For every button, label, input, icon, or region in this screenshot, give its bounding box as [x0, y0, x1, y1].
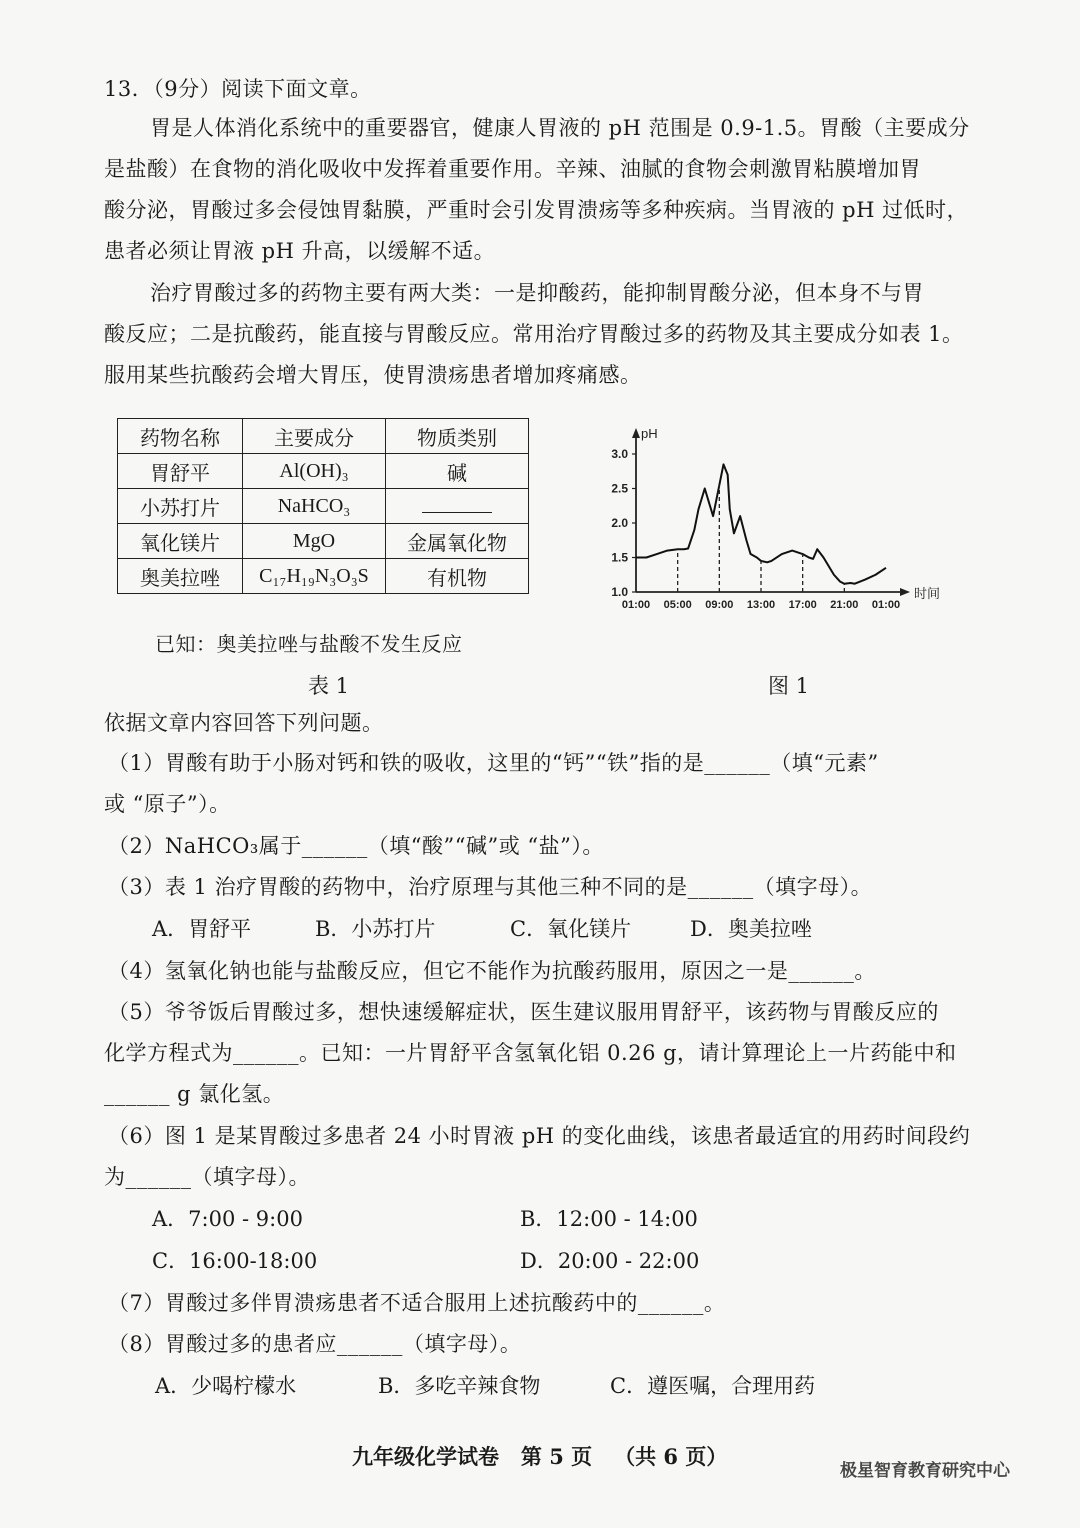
watermark: 极星智育教育研究中心	[840, 1461, 1010, 1481]
q3-line: （3）表 1 治疗胃酸的药物中，治疗原理与其他三种不同的是______（填字母）。	[108, 875, 873, 899]
q8-option: A．少喝柠檬水	[155, 1374, 297, 1398]
question-header: 13．（9分）阅读下面文章。	[104, 77, 372, 101]
q8-option: B．多吃辛辣食物	[378, 1374, 541, 1398]
y-tick-label: 1.5	[611, 550, 628, 565]
table-caption: 表 1	[308, 674, 350, 698]
table-row	[118, 524, 529, 559]
table-cell: 小苏打片	[118, 489, 243, 524]
table-cell: 有机物	[386, 559, 529, 594]
table-cell: 氧化镁片	[118, 524, 243, 559]
x-tick-label: 01:00	[871, 599, 901, 611]
q7-line: （7）胃酸过多伴胃溃疡患者不适合服用上述抗酸药中的______。	[108, 1291, 726, 1315]
paragraph-line: 服用某些抗酸药会增大胃压，使胃溃疡患者增加疼痛感。	[104, 363, 642, 387]
x-tick-label: 13:00	[746, 599, 776, 611]
q5-line: （5）爷爷饭后胃酸过多，想快速缓解症状，医生建议服用胃舒平，该药物与胃酸反应的	[108, 1000, 939, 1024]
table-row	[118, 454, 529, 489]
q6-option: A．7:00 - 9:00	[152, 1207, 303, 1231]
y-tick-label: 2.5	[611, 481, 628, 496]
table-cell: 碱	[386, 454, 529, 489]
paragraph-line: 是盐酸）在食物的消化吸收中发挥着重要作用。辛辣、油腻的食物会刺激胃粘膜增加胃	[104, 157, 921, 181]
y-axis-arrow	[632, 428, 640, 438]
table-cell: C₁₇H₁₉N₃O₃S	[243, 559, 386, 594]
x-tick-label: 05:00	[663, 599, 692, 611]
paragraph-line: 胃是人体消化系统中的重要器官，健康人胃液的 pH 范围是 0.9-1.5。胃酸（主要成分	[150, 116, 970, 140]
table-header-cell: 物质类别	[386, 419, 529, 454]
paragraph-line: 酸反应；二是抗酸药，能直接与胃酸反应。常用治疗胃酸过多的药物及其主要成分如表 1。	[104, 322, 964, 346]
q3-option: B．小苏打片	[315, 917, 436, 941]
table-note: 已知：奥美拉唑与盐酸不发生反应	[155, 632, 463, 656]
q6-option: B．12:00 - 14:00	[520, 1207, 698, 1231]
q2-line: （2）NaHCO₃属于______（填“酸”“碱”或 “盐”）。	[108, 834, 604, 858]
ph-curve	[636, 464, 886, 583]
ph-chart	[598, 420, 958, 630]
q6-option: D．20:00 - 22:00	[520, 1249, 700, 1273]
x-tick-label: 01:00	[621, 599, 651, 611]
q3-option: C．氧化镁片	[510, 917, 632, 941]
x-tick-label: 17:00	[788, 599, 817, 611]
drug-table	[117, 418, 529, 594]
q3-option: D．奥美拉唑	[690, 917, 812, 941]
paragraph-line: 患者必须让胃液 pH 升高，以缓解不适。	[104, 239, 496, 263]
page-footer: 九年级化学试卷 第 5 页 （共 6 页）	[352, 1444, 728, 1469]
paragraph-line: 治疗胃酸过多的药物主要有两大类：一是抑酸药，能抑制胃酸分泌，但本身不与胃	[150, 281, 924, 305]
answer-blank	[422, 494, 492, 513]
x-axis-arrow	[900, 588, 910, 596]
x-tick-label: 09:00	[705, 599, 734, 611]
q4-line: （4）氢氧化钠也能与盐酸反应，但它不能作为抗酸药服用，原因之一是______。	[108, 959, 876, 983]
table-cell: 奥美拉唑	[118, 559, 243, 594]
table-row	[118, 489, 529, 524]
table-row	[118, 559, 529, 594]
table-cell: 金属氧化物	[386, 524, 529, 559]
table-header-row	[118, 419, 529, 454]
intro-text: 依据文章内容回答下列问题。	[104, 711, 384, 735]
x-axis-label: 时间	[914, 586, 941, 601]
q1-line: （1）胃酸有助于小肠对钙和铁的吸收，这里的“钙”“铁”指的是______（填“元素”	[108, 751, 879, 775]
table-header-cell: 药物名称	[118, 419, 243, 454]
table-cell: 胃舒平	[118, 454, 243, 489]
x-tick-label: 21:00	[830, 599, 859, 611]
y-tick-label: 1.0	[611, 585, 628, 599]
y-tick-label: 2.0	[611, 516, 628, 530]
table-cell: Al(OH)₃	[243, 454, 386, 489]
figure-caption: 图 1	[768, 674, 810, 698]
table-header-cell: 主要成分	[243, 419, 386, 454]
y-axis-label: pH	[641, 426, 658, 441]
q3-option: A．胃舒平	[152, 917, 252, 941]
q8-option: C．遵医嘱，合理用药	[610, 1374, 816, 1398]
q6-line: 为______（填字母）。	[104, 1165, 310, 1189]
q8-line: （8）胃酸过多的患者应______（填字母）。	[108, 1332, 522, 1356]
table-cell: NaHCO₃	[243, 489, 386, 524]
y-tick-label: 3.0	[611, 447, 628, 461]
q5-line: 化学方程式为______。已知：一片胃舒平含氢氧化铝 0.26 g，请计算理论上一片药能中和	[104, 1041, 957, 1065]
table-cell: MgO	[243, 524, 386, 559]
q5-line: ______ g 氯化氢。	[104, 1082, 285, 1106]
q1-line: 或 “原子”）。	[104, 792, 231, 816]
q6-line: （6）图 1 是某胃酸过多患者 24 小时胃液 pH 的变化曲线，该患者最适宜的用药时间段约	[108, 1124, 971, 1148]
table-blank-cell	[386, 489, 529, 524]
q6-option: C．16:00-18:00	[152, 1249, 318, 1273]
paragraph-line: 酸分泌，胃酸过多会侵蚀胃黏膜，严重时会引发胃溃疡等多种疾病。当胃液的 pH 过低时，	[104, 198, 969, 222]
